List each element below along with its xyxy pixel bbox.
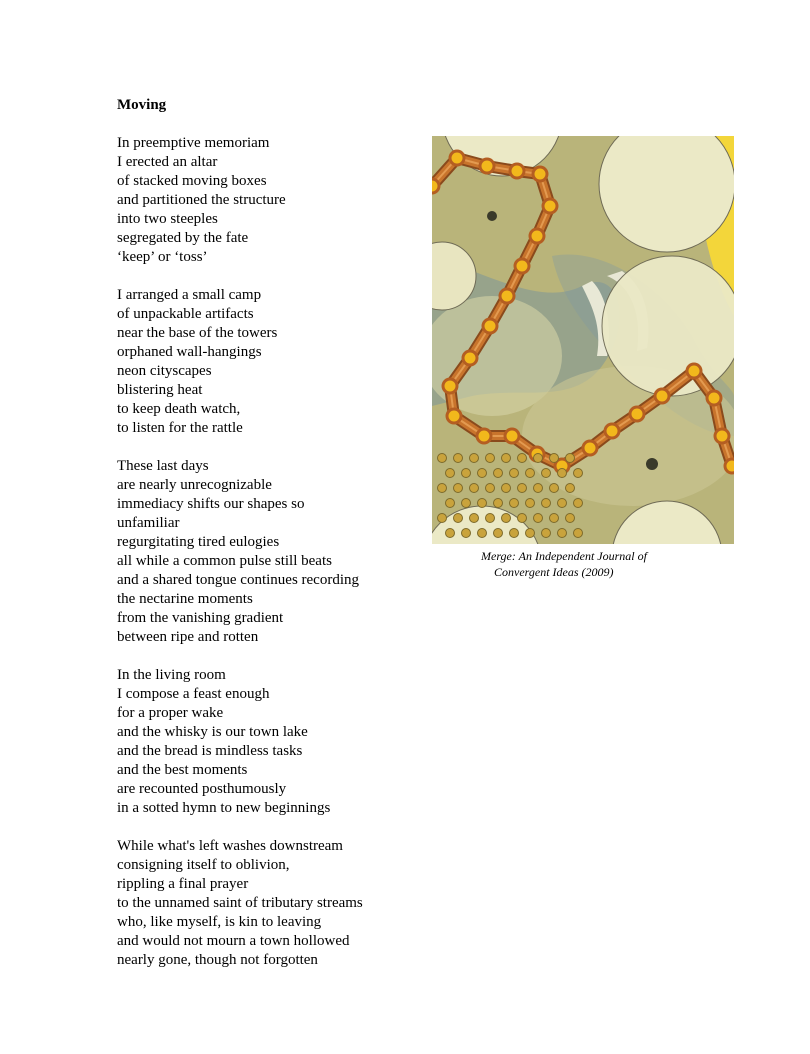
textured-dot (470, 454, 479, 463)
textured-dot (518, 484, 527, 493)
textured-dot (478, 499, 487, 508)
textured-dot (454, 514, 463, 523)
poem-line: are recounted posthumously (117, 781, 287, 797)
poem-line: all while a common pulse still beats (117, 553, 332, 569)
poem-title: Moving (117, 97, 167, 113)
bead (689, 366, 700, 377)
bead (452, 153, 463, 164)
textured-dot (558, 499, 567, 508)
figure-caption (481, 548, 721, 580)
textured-dot (542, 499, 551, 508)
poem-line: and the bread is mindless tasks (117, 743, 303, 759)
caption-line-2: Convergent Ideas (2009) (494, 565, 614, 579)
poem-line: from the vanishing gradient (117, 610, 284, 626)
bead (632, 409, 643, 420)
textured-dot (446, 499, 455, 508)
textured-dot (534, 484, 543, 493)
textured-dot (486, 484, 495, 493)
textured-dot (486, 514, 495, 523)
textured-dot (550, 514, 559, 523)
bead (445, 381, 456, 392)
textured-dot (462, 529, 471, 538)
textured-dot (502, 454, 511, 463)
textured-dot (438, 484, 447, 493)
poem-line: consigning itself to oblivion, (117, 857, 290, 873)
poem-line: nearly gone, though not forgotten (117, 952, 318, 968)
textured-dot (518, 514, 527, 523)
poem-line: in a sotted hymn to new beginnings (117, 800, 331, 816)
bead (449, 411, 460, 422)
textured-dot (558, 469, 567, 478)
poem-line: I compose a feast enough (117, 686, 270, 702)
textured-dot (566, 484, 575, 493)
textured-dot (446, 469, 455, 478)
textured-dot (510, 499, 519, 508)
textured-dot (446, 529, 455, 538)
poem-line: between ripe and rotten (117, 629, 259, 645)
poem-stanza (117, 837, 417, 970)
textured-dot (566, 514, 575, 523)
poem-stanza (117, 134, 417, 267)
textured-dot (510, 469, 519, 478)
textured-dot (558, 529, 567, 538)
poem-line: unfamiliar (117, 515, 180, 531)
poem-line: I erected an altar (117, 154, 218, 170)
textured-dot (510, 529, 519, 538)
poem-stanza (117, 666, 417, 818)
bead (517, 261, 528, 272)
bead (479, 431, 490, 442)
textured-dot (542, 469, 551, 478)
bead (532, 231, 543, 242)
textured-dot (502, 514, 511, 523)
poem-line: These last days (117, 458, 209, 474)
textured-dot (542, 529, 551, 538)
poem-line: into two steeples (117, 211, 218, 227)
textured-dot (574, 499, 583, 508)
textured-dot (494, 499, 503, 508)
bead (717, 431, 728, 442)
bead (485, 321, 496, 332)
bead (585, 443, 596, 454)
bead (507, 431, 518, 442)
poem-line: to the unnamed saint of tributary streams (117, 895, 363, 911)
textured-dot (526, 529, 535, 538)
poem-stanza (117, 457, 417, 647)
poem-line: and would not mourn a town hollowed (117, 933, 350, 949)
bead (482, 161, 493, 172)
textured-dot (502, 484, 511, 493)
textured-dot (550, 484, 559, 493)
poem-line: near the base of the towers (117, 325, 278, 341)
poem-line: regurgitating tired eulogies (117, 534, 280, 550)
textured-dot (438, 454, 447, 463)
poem-line: I arranged a small camp (117, 287, 262, 303)
textured-dot (526, 499, 535, 508)
poem-line: and the whisky is our town lake (117, 724, 308, 740)
textured-dot (486, 454, 495, 463)
textured-dot (566, 454, 575, 463)
poem-line: blistering heat (117, 382, 203, 398)
poem-line: In the living room (117, 667, 226, 683)
textured-dot (526, 469, 535, 478)
poem-line: ‘keep’ or ‘toss’ (117, 249, 208, 265)
bead (607, 426, 618, 437)
textured-dot (494, 469, 503, 478)
poem-line: are nearly unrecognizable (117, 477, 272, 493)
textured-dot (454, 484, 463, 493)
textured-dot (462, 469, 471, 478)
textured-dot (574, 469, 583, 478)
textured-dot (478, 529, 487, 538)
poem-line: segregated by the fate (117, 230, 249, 246)
bead (502, 291, 513, 302)
textured-dot (534, 454, 543, 463)
poem-line: for a proper wake (117, 705, 224, 721)
poem-line: and the best moments (117, 762, 248, 778)
textured-dot (478, 469, 487, 478)
poem-line: and partitioned the structure (117, 192, 286, 208)
caption-line-1: Merge: An Independent Journal of (481, 549, 647, 563)
poem-line: immediacy shifts our shapes so (117, 496, 305, 512)
bead (465, 353, 476, 364)
textured-dot (494, 529, 503, 538)
poem-line: rippling a final prayer (117, 876, 249, 892)
poem-line: to keep death watch, (117, 401, 241, 417)
poem-line: neon cityscapes (117, 363, 212, 379)
poem-line: to listen for the rattle (117, 420, 243, 436)
bead (657, 391, 668, 402)
textured-dot (574, 529, 583, 538)
bead (709, 393, 720, 404)
poem-line: who, like myself, is kin to leaving (117, 914, 322, 930)
poem-line: of unpackable artifacts (117, 306, 254, 322)
poem-stanza (117, 286, 417, 438)
textured-dot (470, 514, 479, 523)
poem-line: In preemptive memoriam (117, 135, 270, 151)
artwork-image (432, 136, 734, 544)
bead (535, 169, 546, 180)
textured-dot (518, 454, 527, 463)
poem-line: the nectarine moments (117, 591, 253, 607)
textured-dot (438, 514, 447, 523)
textured-dot (470, 484, 479, 493)
bead (545, 201, 556, 212)
bead (512, 166, 523, 177)
textured-dot (534, 514, 543, 523)
poem-line: While what's left washes downstream (117, 838, 343, 854)
textured-dot (550, 454, 559, 463)
textured-dot (462, 499, 471, 508)
poem-body (117, 134, 417, 989)
poem-line: of stacked moving boxes (117, 173, 267, 189)
poem-line: orphaned wall-hangings (117, 344, 262, 360)
poem-line: and a shared tongue continues recording (117, 572, 359, 588)
textured-dot (454, 454, 463, 463)
